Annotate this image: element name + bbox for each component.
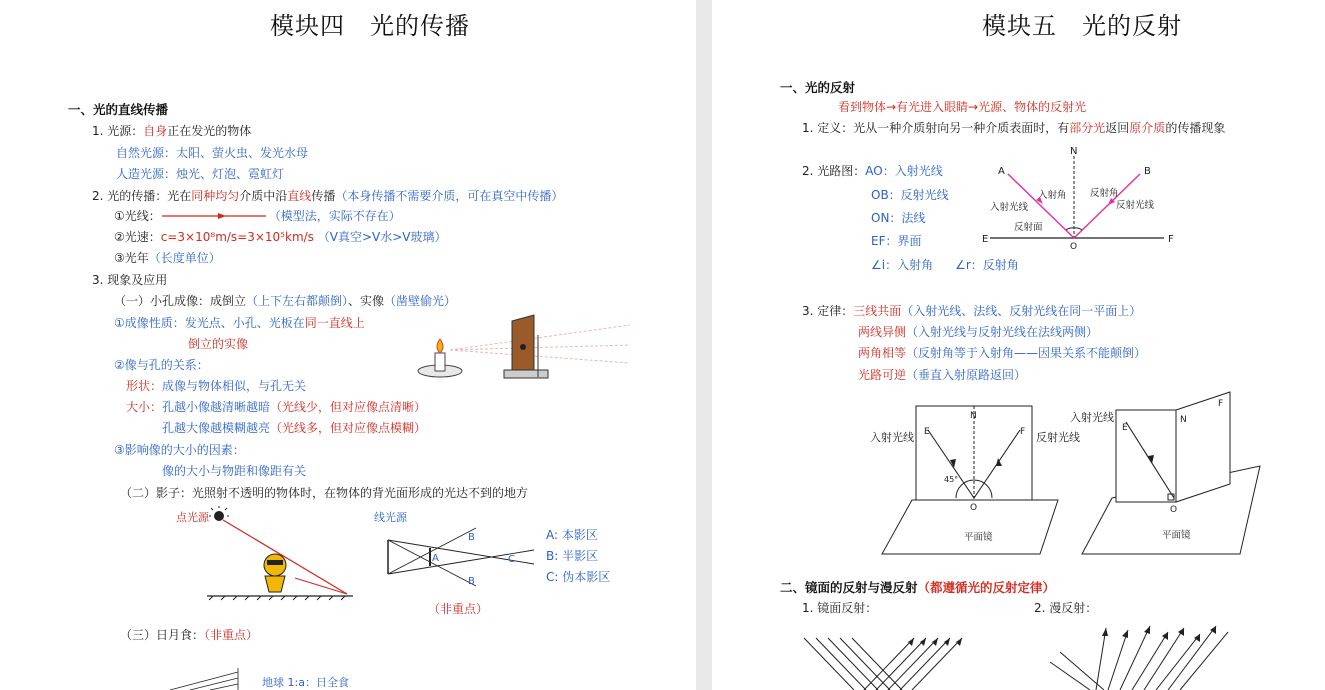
- point-e-label: E: [1122, 423, 1128, 433]
- eclipse-note: 地球 1:a：日全食: [262, 676, 349, 689]
- note-line: ②像与孔的关系：: [114, 358, 209, 372]
- reflection-experiment-figure: [872, 400, 1072, 558]
- light-ray-arrow-icon: [160, 209, 270, 223]
- reflected-ray-label: 反射光线: [1116, 200, 1155, 211]
- angle-45-label: 45°: [944, 475, 959, 484]
- region-c-label: C: [508, 554, 515, 565]
- point-source-label: 点光源: [176, 511, 209, 524]
- note-line: 3. 定律：三线共面（入射光线、法线、反射光线在同一平面上）: [802, 304, 1142, 318]
- note-line: ①光线： （模型法，实际不存在）: [114, 209, 401, 223]
- note-line: 孔越大像越模糊越亮（光线多，但对应像点模糊）: [162, 421, 427, 435]
- normal-n-label: N: [1070, 146, 1078, 157]
- non-key-note: （非重点）: [428, 602, 489, 616]
- note-line: 两线异侧（入射光线与反射光线在法线两侧）: [858, 325, 1099, 339]
- diffuse-reflection-diagram: [1050, 622, 1230, 690]
- note-line: 1. 定义：光从一种介质射向另一种介质表面时，有部分光返回原介质的传播现象: [802, 121, 1226, 135]
- plane-mirror-label: 平面镜: [964, 532, 993, 543]
- page-title: 模块四 光的传播: [270, 12, 470, 40]
- note-line: 形状：成像与物体相似，与孔无关: [126, 379, 307, 393]
- region-a-label: A: [432, 553, 439, 564]
- note-line: 1. 光源：自身正在发光的物体: [92, 124, 252, 138]
- note-line: OB：反射光线: [871, 188, 949, 202]
- incident-ray-label: 入射光线: [990, 202, 1029, 213]
- note-line: ①成像性质：发光点、小孔、光板在同一直线上: [114, 316, 365, 330]
- point-f-label: F: [1168, 234, 1174, 245]
- point-f-label: F: [1020, 427, 1026, 437]
- incident-angle-label: 入射角: [1038, 190, 1067, 201]
- normal-n-label: N: [1180, 415, 1187, 425]
- point-o-label: O: [1170, 505, 1178, 515]
- point-b-label: B: [1144, 166, 1151, 177]
- note-line: EF：界面: [871, 234, 922, 248]
- note-line: ②光速：c=3×10⁸m/s=3×10⁵km/s （V真空>V水>V玻璃）: [114, 230, 447, 244]
- note-line: ③光年（长度单位）: [114, 251, 221, 265]
- note-line: 看到物体→有光进入眼睛→光源、物体的反射光: [838, 100, 1087, 114]
- note-line: 2. 漫反射：: [1034, 601, 1098, 615]
- note-line: （三）日月食：（非重点）: [120, 628, 259, 642]
- incident-ray-label: 入射光线: [1070, 411, 1114, 424]
- page-module-5: [712, 0, 1325, 690]
- note-line: 两角相等（反射角等于入射角——因果关系不能颠倒）: [858, 346, 1147, 360]
- note-line: 大小：孔越小像越清晰越暗（光线少，但对应像点清晰）: [126, 400, 427, 414]
- region-b-label: B: [468, 576, 475, 587]
- pinhole-camera-illustration: [420, 315, 640, 385]
- region-b-label: B: [468, 532, 475, 543]
- reflection-angle-label: 反射角: [1090, 188, 1119, 199]
- reflected-ray-label: 反射光线: [1036, 431, 1080, 444]
- note-line: 3. 现象及应用: [92, 273, 168, 287]
- note-line: 倒立的实像: [188, 337, 249, 351]
- point-o-label: O: [1070, 242, 1078, 252]
- note-line: ∠i：入射角 ∠r：反射角: [871, 258, 1019, 272]
- note-line: 1. 镜面反射：: [802, 601, 878, 615]
- note-line: ON：法线: [871, 211, 926, 225]
- legend-penumbra: B: 半影区: [546, 549, 599, 563]
- page-title: 模块五 光的反射: [982, 12, 1182, 40]
- reflecting-surface-label: 反射面: [1014, 222, 1043, 233]
- eclipse-figure: [170, 668, 250, 690]
- point-a-label: A: [998, 166, 1005, 177]
- note-line: （一）小孔成像：成倒立（上下左右都颠倒）、实像（凿壁偷光）: [114, 294, 457, 308]
- note-line: （二）影子：光照射不透明的物体时，在物体的背光面形成的光达不到的地方: [120, 486, 529, 500]
- shadow-point-source-figure: [205, 508, 355, 600]
- note-line: 人造光源：烛光、灯泡、霓虹灯: [116, 167, 285, 181]
- note-line: 自然光源：太阳、萤火虫、发光水母: [116, 146, 309, 160]
- section-heading: 一、光的反射: [780, 80, 856, 95]
- note-line: 光路可逆（垂直入射原路返回）: [858, 368, 1027, 382]
- point-e-label: E: [982, 234, 989, 245]
- shadow-line-source-figure: [384, 528, 544, 588]
- note-line: 2. 光路图：AO：入射光线: [802, 164, 943, 178]
- reflection-light-path-diagram: [980, 146, 1180, 250]
- legend-antumbra: C: 伪本影区: [546, 570, 611, 584]
- point-f-label: F: [1218, 399, 1224, 409]
- specular-reflection-diagram: [804, 628, 984, 690]
- normal-n-label: N: [970, 411, 977, 421]
- line-source-label: 线光源: [374, 511, 407, 524]
- note-line: 像的大小与物距和像距有关: [162, 464, 307, 478]
- point-e-label: E: [924, 427, 930, 437]
- incident-ray-label: 入射光线: [870, 431, 914, 444]
- section-heading: 一、光的直线传播: [68, 102, 169, 117]
- section-heading: 二、镜面的反射与漫反射（都遵循光的反射定律）: [780, 580, 1056, 595]
- point-o-label: O: [970, 503, 978, 513]
- note-line: ③影响像的大小的因素：: [114, 443, 245, 457]
- legend-umbra: A: 本影区: [546, 528, 598, 542]
- plane-mirror-label: 平面镜: [1162, 530, 1191, 541]
- note-line: 2. 光的传播：光在同种均匀介质中沿直线传播（本身传播不需要介质，可在真空中传播）: [92, 189, 564, 203]
